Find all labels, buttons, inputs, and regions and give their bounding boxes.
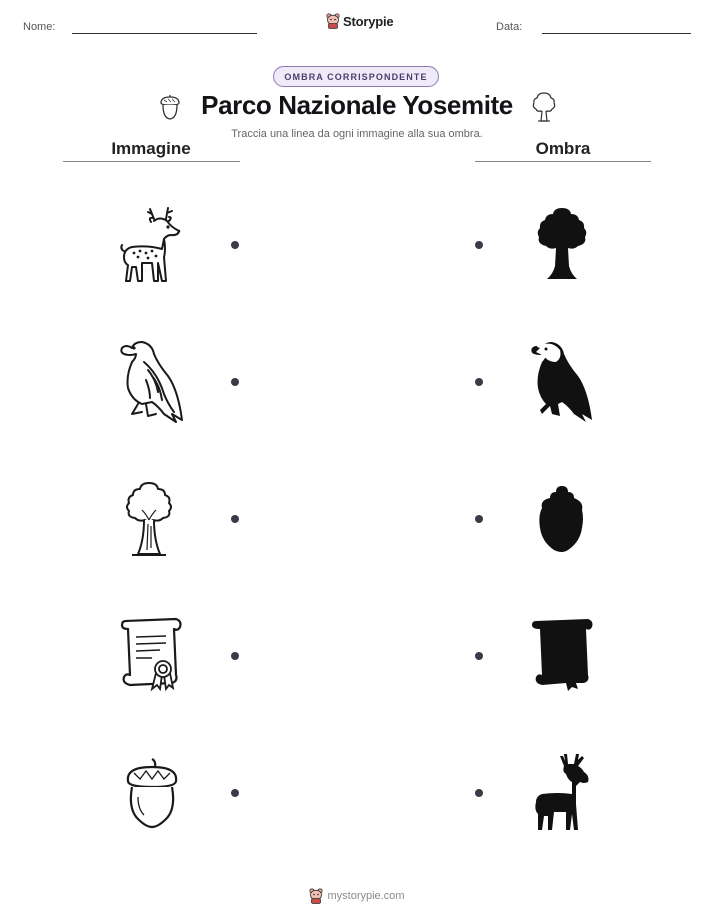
storypie-mascot-footer-icon — [309, 888, 323, 904]
connect-dot-left-1[interactable] — [231, 241, 239, 249]
worksheet-type-badge: OMBRA CORRISPONDENTE — [273, 66, 439, 87]
name-label: Nome: — [23, 21, 56, 33]
page-title: Parco Nazionale Yosemite — [201, 90, 513, 120]
footer-url[interactable]: mystorypie.com — [327, 890, 405, 902]
connect-dot-right-1[interactable] — [475, 241, 483, 249]
footer — [0, 888, 714, 904]
connect-dot-left-2[interactable] — [231, 378, 239, 386]
eagle-icon — [118, 340, 184, 424]
column-rule-right — [475, 161, 651, 162]
connect-dot-left-3[interactable] — [231, 515, 239, 523]
date-line[interactable] — [542, 33, 691, 34]
scroll-silhouette-icon — [530, 617, 596, 691]
connect-dot-left-4[interactable] — [231, 652, 239, 660]
diploma-scroll-icon — [118, 617, 184, 691]
deer-icon — [118, 205, 182, 285]
tree-silhouette-icon — [536, 206, 588, 282]
connect-dot-right-5[interactable] — [475, 789, 483, 797]
deer-silhouette-icon — [530, 752, 594, 832]
column-heading-image: Immagine — [111, 139, 191, 158]
date-label: Data: — [496, 21, 523, 33]
column-rule-left — [63, 161, 240, 162]
name-line[interactable] — [72, 33, 257, 34]
instructions: Traccia una linea da ogni immagine alla sua ombra. — [231, 128, 483, 140]
connect-dot-right-4[interactable] — [475, 652, 483, 660]
column-heading-shadow: Ombra — [535, 139, 591, 158]
acorn-icon — [124, 757, 180, 829]
eagle-silhouette-icon — [528, 340, 594, 424]
connect-dot-right-2[interactable] — [475, 378, 483, 386]
brand-name: Storypie — [343, 13, 394, 29]
tree-decor-icon — [532, 91, 556, 123]
storypie-mascot-icon — [326, 13, 340, 29]
connect-dot-right-3[interactable] — [475, 515, 483, 523]
acorn-silhouette-icon — [534, 484, 590, 554]
connect-dot-left-5[interactable] — [231, 789, 239, 797]
brand-logo — [326, 13, 393, 29]
sequoia-tree-icon — [124, 480, 174, 558]
